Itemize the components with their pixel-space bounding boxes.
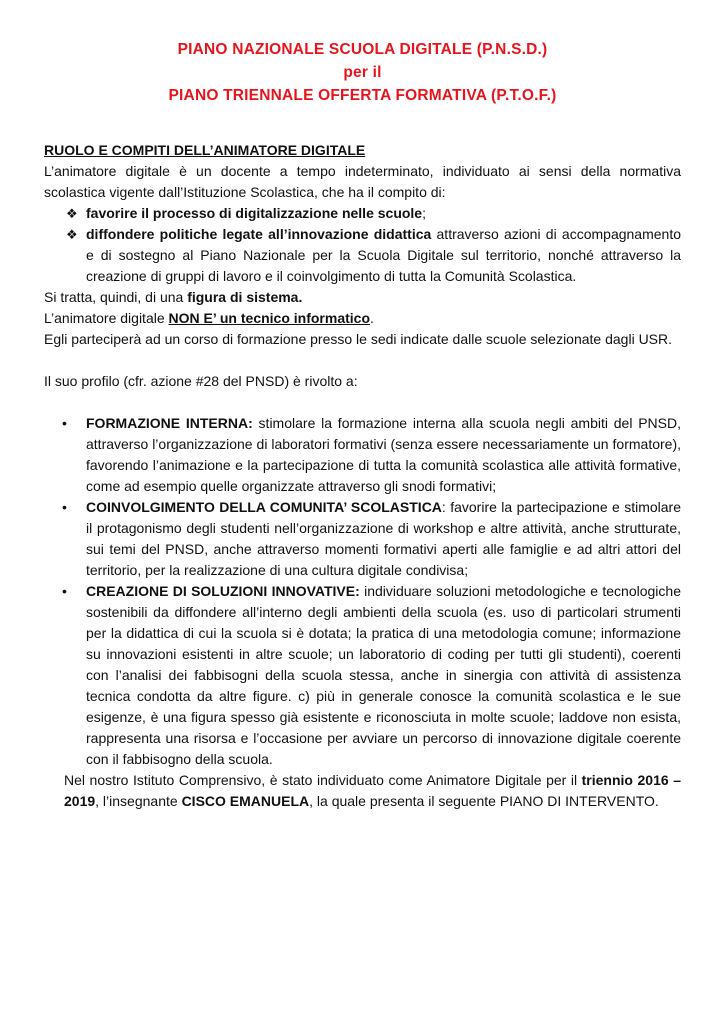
not-technician-line xyxy=(44,308,681,329)
profile-item-text: : favorire la partecipazione e stimolare il protagonismo degli studenti nell’organizzazione di workshop e altre attività, anche strutturate, sui temi del PNSD, anche attraverso momenti formativi aperti alle famiglie e ad altri attori del territorio, per la realizzazione di una cultura digitale condivisa; xyxy=(86,499,681,578)
title-line-1: PIANO NAZIONALE SCUOLA DIGITALE (P.N.S.D.) xyxy=(177,41,548,58)
task-bold: favorire il processo di digitalizzazione nelle scuole xyxy=(86,205,423,221)
profile-list xyxy=(44,413,681,770)
profile-item-text: stimolare la formazione interna alla scuola negli ambiti del PNSD, attraverso l’organizzazione di laboratori formativi (senza essere necessariamente un formatore), favorendo l’animazione e la partecipazione di tutta la comunità scolastica alle attività formative, come ad esempio quelle organizzate attraverso gli snodi formativi; xyxy=(86,415,681,494)
not-tech-emphasis: NON E’ un tecnico informatico xyxy=(168,310,370,326)
tasks-list xyxy=(44,203,681,287)
profile-item-bold: CREAZIONE DI SOLUZIONI INNOVATIVE: xyxy=(86,583,360,599)
closing-paragraph xyxy=(44,770,681,812)
document-body xyxy=(44,140,681,812)
profile-item-bold: FORMAZIONE INTERNA: xyxy=(86,415,253,431)
profile-item xyxy=(62,413,681,497)
title-line-3: PIANO TRIENNALE OFFERTA FORMATIVA (P.T.O.F.) xyxy=(168,87,557,104)
closing-part-3: , la quale presenta il seguente PIANO DI INTERVENTO. xyxy=(309,793,659,809)
task-bold: diffondere politiche legate all’innovazione didattica xyxy=(86,226,432,242)
diamond-bullet-icon: ❖ xyxy=(66,206,78,221)
training-line: Egli parteciperà ad un corso di formazione presso le sedi indicate dalle scuole selezionate dagli USR. xyxy=(44,331,673,347)
bullet-icon: • xyxy=(62,415,67,431)
task-text: ; xyxy=(422,205,426,221)
intro-paragraph: L’animatore digitale è un docente a tempo indeterminato, individuato ai sensi della normativa scolastica vigente dall’Istituzione Scolastica, che ha il compito di: xyxy=(44,163,681,200)
profile-item xyxy=(62,497,681,581)
profile-item-bold: COINVOLGIMENTO DELLA COMUNITA’ SCOLASTICA xyxy=(86,499,442,515)
profile-item-text: individuare soluzioni metodologiche e tecnologiche sostenibili da diffondere all’interno degli ambienti della scuola (es. uso di particolari strumenti per la didattica di cui la scuola si è dotata; la pratica di una metodologia comune; informazione su innovazioni esistenti in altre scuole; un laboratorio di coding per tutti gli studenti), coerenti con l’analisi dei fabbisogni della scuola stessa, anche in sinergia con attività di assistenza tecnica condotta da altre figure. c) più in generale conosce la comunità scolastica e le sue esigenze, è una figura spesso già esistente e riconosciuta in molte scuole; laddove non esista, rappresenta una risorsa e l’occasione per avviare un percorso di innovazione digitale coerente con il fabbisogno della scuola. xyxy=(86,583,681,767)
closing-part-2: , l’insegnante xyxy=(95,793,182,809)
closing-part-1: Nel nostro Istituto Comprensivo, è stato individuato come Animatore Digitale per il xyxy=(64,772,582,788)
system-figure-line xyxy=(44,287,681,308)
not-tech-prefix: L’animatore digitale xyxy=(44,310,169,326)
closing-teacher-name: CISCO EMANUELA xyxy=(181,793,310,809)
task-item xyxy=(66,203,681,224)
bullet-icon: • xyxy=(62,583,67,599)
closing-period: triennio 2016 – 2019 xyxy=(64,772,682,809)
system-line-prefix: Si tratta, quindi, di una xyxy=(44,289,188,305)
task-text: attraverso azioni di accompagnamento e di sostegno al Piano Nazionale per la Scuola Digitale sul territorio, nonché attraverso la creazione di gruppi di lavoro e il coinvolgimento di tutta la Comunità Scolastica. xyxy=(86,226,682,284)
profile-item xyxy=(62,581,681,770)
system-line-bold: figura di sistema. xyxy=(187,289,303,305)
not-tech-suffix: . xyxy=(370,310,374,326)
bullet-icon: • xyxy=(62,499,67,515)
section-heading: RUOLO E COMPITI DELL’ANIMATORE DIGITALE xyxy=(44,142,366,158)
profile-intro: Il suo profilo (cfr. azione #28 del PNSD) è rivolto a: xyxy=(44,373,358,389)
diamond-bullet-icon: ❖ xyxy=(66,227,78,242)
title-line-2: per il xyxy=(343,64,382,81)
task-item xyxy=(66,224,682,287)
document-title xyxy=(0,38,725,107)
